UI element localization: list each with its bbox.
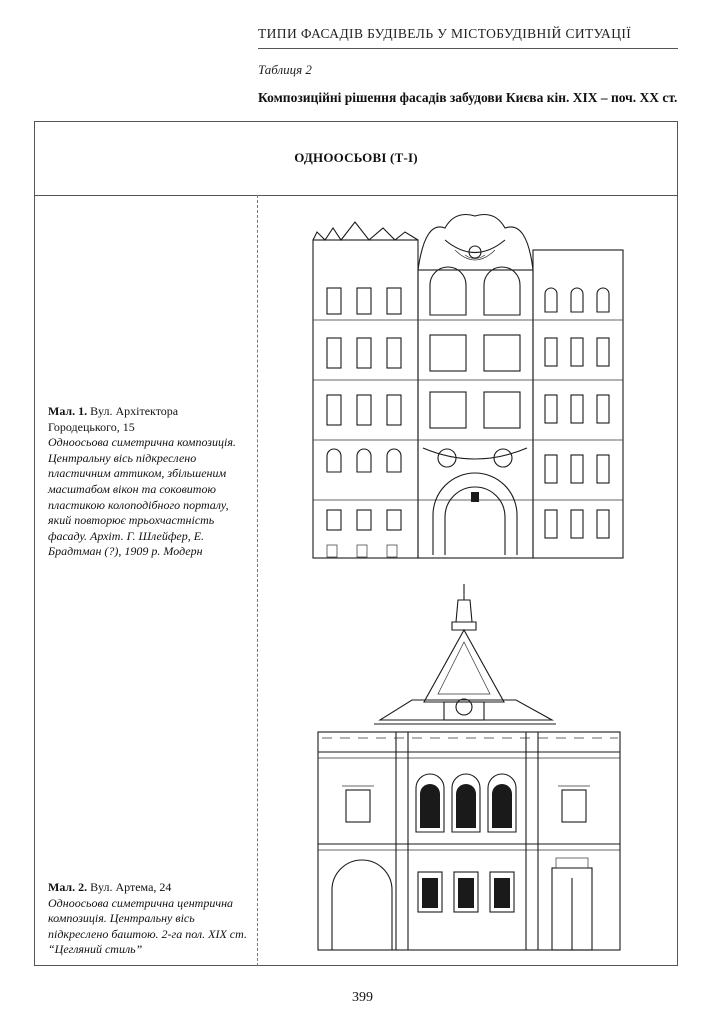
figure-1-caption — [48, 404, 248, 560]
page-number: 399 — [352, 990, 373, 1005]
figure-1-address: Вул. Архітектора Городецького, 15 — [48, 404, 179, 434]
figure-1-reference — [48, 404, 248, 435]
figure-2-facade-drawing — [312, 582, 628, 952]
table-header-rule — [34, 195, 678, 196]
figure-2-description: Одноосьова симетрична центрична композиція. Центральну вісь підкреслено баштою. 2-га пол. XIX ст. “Цегляний стиль” — [48, 895, 247, 957]
figure-1-facade-drawing — [305, 210, 625, 560]
facade-2-svg — [312, 582, 628, 952]
figure-2-label: Мал. 2. — [48, 880, 88, 894]
figure-1-description: Одноосьова симетрична композиція. Центральну вісь підкреслено пластичним аттиком, збільшеним масштабом вікон та соковитою пластикою колоподібного порталу, який повторює трьохчастність фасаду. Архіт. Г. Шлейфер, Е. Брадтман (?), 1909 р. Модерн — [48, 435, 236, 559]
figure-2-caption — [48, 880, 248, 958]
facade-1-svg — [305, 210, 625, 560]
figure-1-label: Мал. 1. — [48, 404, 88, 418]
running-title: ТИПИ ФАСАДІВ БУДІВЕЛЬ У МІСТОБУДІВНІЙ СИТУАЦІЇ — [258, 26, 632, 41]
column-divider — [257, 195, 258, 966]
figure-2-reference — [48, 880, 248, 896]
table-caption: Композиційні рішення фасадів забудови Києва кін. XIX – поч. XX ст. — [258, 90, 678, 105]
section-title: ОДНООСЬОВІ (Т-І) — [294, 150, 418, 165]
header-rule — [258, 48, 678, 49]
table-label: Таблиця 2 — [258, 62, 312, 77]
figure-2-address: Вул. Артема, 24 — [90, 880, 172, 894]
